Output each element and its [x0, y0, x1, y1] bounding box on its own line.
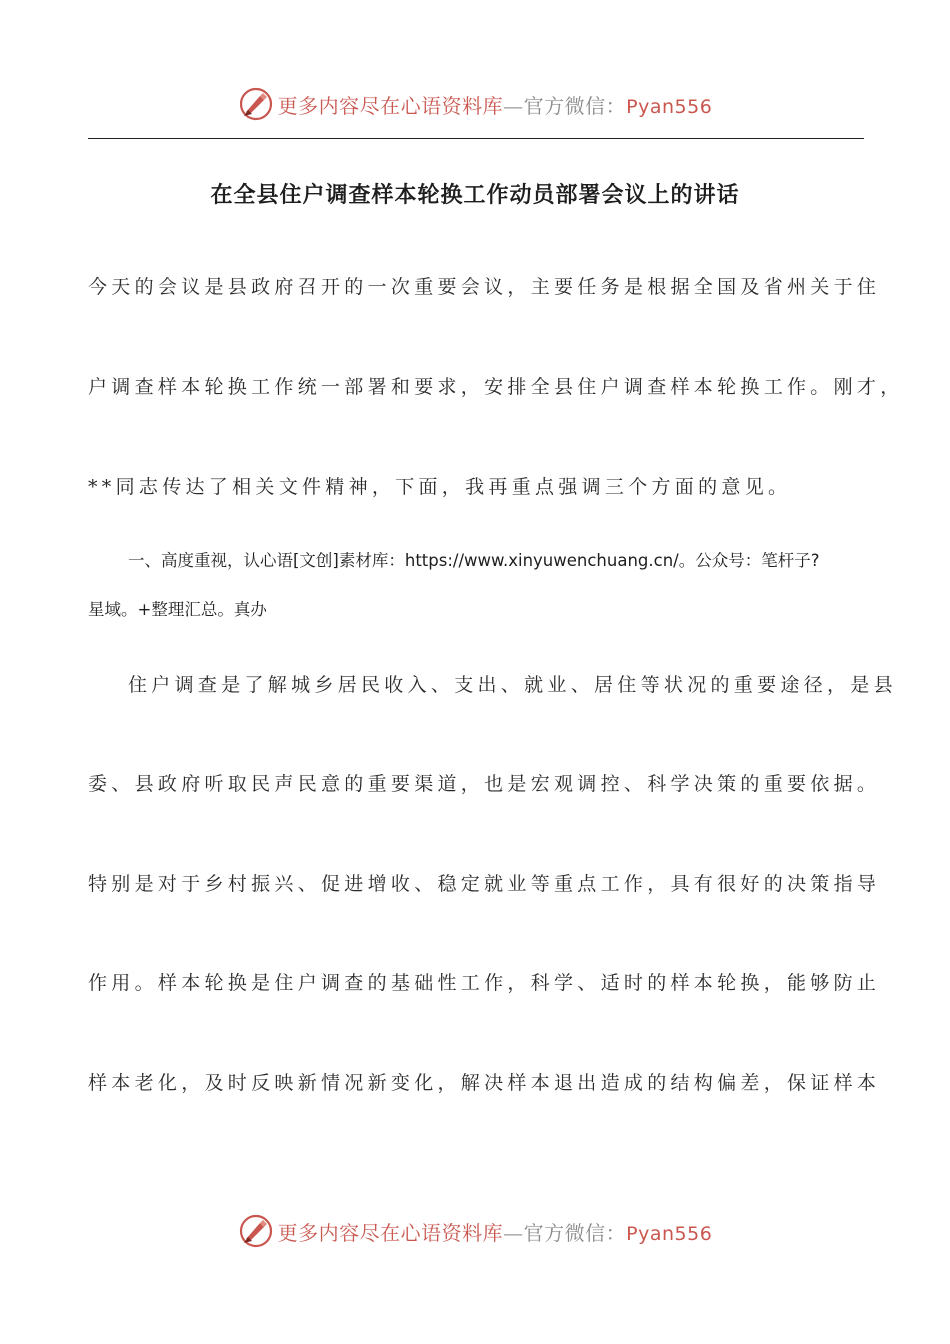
watermark-dash: — — [503, 1220, 524, 1245]
body-line-1: 住户调查是了解城乡居民收入、支出、就业、居住等状况的重要途径，是县 — [128, 674, 897, 696]
watermark-library-text: 更多内容尽在心语资料库 — [277, 1220, 504, 1245]
body-line-3: 特别是对于乡村振兴、促进增收、稳定就业等重点工作，具有很好的决策指导 — [88, 873, 881, 895]
body-line-4: 作用。样本轮换是住户调查的基础性工作，科学、适时的样本轮换，能够防止 — [88, 972, 881, 994]
body-line-2: 委、县政府听取民声民意的重要渠道，也是宏观调控、科学决策的重要依据。 — [88, 773, 881, 795]
intro-line-3: **同志传达了相关文件精神，下面，我再重点强调三个方面的意见。 — [88, 476, 792, 498]
intro-line-1: 今天的会议是县政府召开的一次重要会议，主要任务是根据全国及省州关于住 — [88, 276, 881, 298]
pen-logo-icon — [238, 1213, 274, 1249]
header-divider — [88, 138, 864, 139]
header-watermark — [0, 84, 950, 124]
watermark-wechat-label: 官方微信： — [523, 1220, 627, 1245]
watermark-wechat-label: 官方微信： — [523, 93, 627, 118]
watermark-dash: — — [503, 93, 524, 118]
watermark-library-text: 更多内容尽在心语资料库 — [277, 93, 504, 118]
body-line-5: 样本老化，及时反映新情况新变化，解决样本退出造成的结构偏差，保证样本 — [88, 1072, 881, 1094]
document-title: 在全县住户调查样本轮换工作动员部署会议上的讲话 — [210, 183, 740, 208]
watermark-account-id: Pyan556 — [626, 1222, 713, 1245]
section-heading-continued: 星域。+整理汇总。真办 — [88, 600, 267, 619]
footer-watermark — [0, 1211, 950, 1251]
watermark-account-id: Pyan556 — [626, 95, 713, 118]
section-heading: 一、高度重视，认心语[文创]素材库：https://www.xinyuwenchuang.cn/。公众号：笔杆子? — [128, 551, 820, 570]
pen-logo-icon — [238, 86, 274, 122]
intro-line-2: 户调查样本轮换工作统一部署和要求，安排全县住户调查样本轮换工作。刚才， — [88, 376, 904, 398]
